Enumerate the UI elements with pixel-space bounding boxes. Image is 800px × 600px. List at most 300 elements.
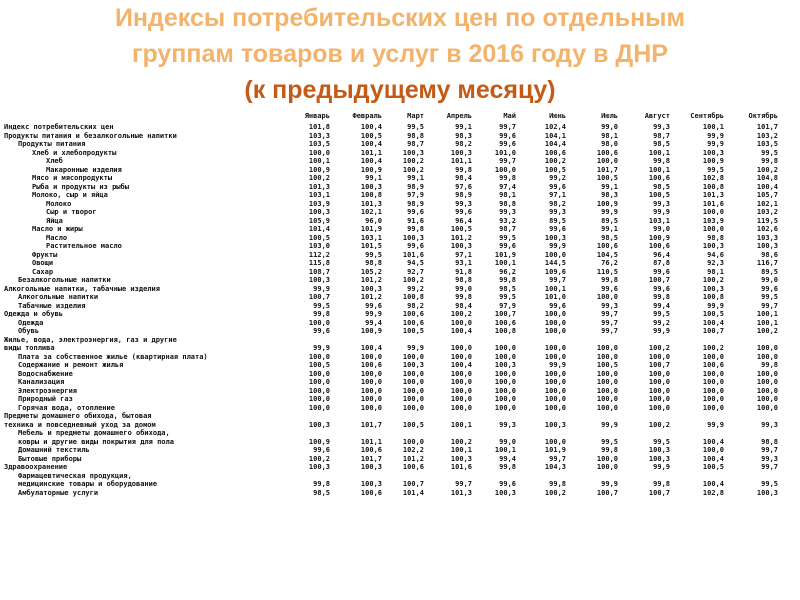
index-value: 99,9 <box>653 208 670 216</box>
index-value: 100,0 <box>544 327 566 335</box>
index-value: 99,3 <box>455 199 472 208</box>
table-row <box>4 463 778 472</box>
column-header: Август <box>644 112 670 120</box>
row-label: ковры и другие виды покрытия для пола <box>18 437 174 446</box>
index-value: 99,4 <box>499 454 516 463</box>
index-value: 99,2 <box>653 318 670 327</box>
index-value: 97,9 <box>499 301 516 310</box>
row-label: виды топлива <box>4 344 55 352</box>
row-label: Одежда и обувь <box>4 310 64 318</box>
index-value <box>424 429 472 438</box>
index-value <box>330 336 382 345</box>
index-value: 102,1 <box>756 199 778 208</box>
index-value: 102,8 <box>702 174 724 182</box>
index-value: 100,3 <box>360 480 382 488</box>
index-value <box>284 412 330 421</box>
index-value: 99,0 <box>653 225 670 233</box>
index-value: 94,6 <box>707 250 724 259</box>
index-value: 101,6 <box>702 199 724 208</box>
index-value: 100,6 <box>702 361 724 369</box>
index-value: 99,3 <box>761 454 778 463</box>
index-value: 100,0 <box>702 208 724 216</box>
index-value: 100,0 <box>596 454 618 463</box>
row-label: Растительное масло <box>46 242 122 250</box>
index-value: 100,0 <box>450 395 472 403</box>
index-value: 99,8 <box>407 225 424 233</box>
index-value: 103,2 <box>756 208 778 216</box>
index-value: 100,0 <box>702 352 724 361</box>
index-value: 101,1 <box>450 157 472 165</box>
index-value: 100,0 <box>756 403 778 412</box>
index-value: 100,0 <box>648 386 670 395</box>
row-label: Молоко <box>46 199 72 208</box>
index-value: 100,5 <box>544 165 566 174</box>
row-label: Индекс потребительских цен <box>4 123 114 131</box>
index-value: 116,7 <box>756 259 778 267</box>
index-value: 99,8 <box>761 157 778 165</box>
index-value: 99,8 <box>761 361 778 369</box>
row-label: Алкогольные напитки <box>18 293 99 301</box>
index-value: 99,1 <box>601 225 618 233</box>
index-value: 100,2 <box>702 276 724 284</box>
table-row <box>4 132 778 141</box>
index-value: 100,3 <box>450 148 472 157</box>
index-value: 100,0 <box>450 344 472 352</box>
index-value: 99,9 <box>407 344 424 352</box>
index-value: 100,0 <box>756 386 778 395</box>
index-value: 102,1 <box>360 208 382 216</box>
index-value: 100,6 <box>494 318 516 327</box>
index-value: 93,2 <box>499 216 516 225</box>
index-value: 108,7 <box>308 267 330 276</box>
table-row <box>4 353 778 362</box>
index-value: 104,4 <box>544 140 566 148</box>
index-value: 100,0 <box>494 369 516 378</box>
index-value: 97,4 <box>499 182 516 191</box>
index-value: 99,8 <box>499 276 516 284</box>
index-value: 99,6 <box>499 480 516 488</box>
index-value: 100,9 <box>702 157 724 165</box>
index-value: 100,0 <box>596 369 618 378</box>
index-value <box>424 336 472 345</box>
index-value: 97,9 <box>407 191 424 199</box>
index-value: 100,4 <box>360 157 382 165</box>
index-value: 100,0 <box>494 403 516 412</box>
index-value: 100,9 <box>596 199 618 208</box>
index-value: 100,8 <box>702 182 724 191</box>
index-value: 100,0 <box>596 378 618 386</box>
index-value: 100,3 <box>648 446 670 454</box>
index-value: 100,1 <box>494 259 516 267</box>
table-row <box>4 480 778 489</box>
index-value: 100,4 <box>450 361 472 369</box>
table-row <box>4 387 778 396</box>
index-value <box>516 429 566 438</box>
index-value: 101,8 <box>308 123 330 131</box>
index-value: 100,8 <box>360 191 382 199</box>
index-value: 100,0 <box>308 148 330 157</box>
index-value: 99,1 <box>455 123 472 131</box>
index-value: 100,0 <box>756 369 778 378</box>
title-line-3: (к предыдущему месяцу) <box>244 76 556 104</box>
index-value: 99,9 <box>549 242 566 250</box>
index-value: 98,9 <box>407 199 424 208</box>
index-value: 100,3 <box>494 488 516 497</box>
index-value: 99,8 <box>499 174 516 182</box>
index-value: 101,2 <box>360 293 382 301</box>
column-header: Февраль <box>352 112 382 120</box>
row-label: Табачные изделия <box>18 301 86 310</box>
index-value: 100,3 <box>308 420 330 429</box>
index-value: 100,6 <box>648 242 670 250</box>
index-value: 100,4 <box>702 480 724 488</box>
index-value: 100,2 <box>402 157 424 165</box>
row-label: Плата за собственное жилье (квартирная плата) <box>18 352 208 361</box>
index-value: 92,7 <box>407 267 424 276</box>
column-header: Октябрь <box>748 112 778 120</box>
table-row <box>4 183 778 192</box>
index-value: 99,9 <box>707 140 724 148</box>
index-value: 100,0 <box>360 386 382 395</box>
index-value: 99,8 <box>653 480 670 488</box>
index-value: 100,3 <box>756 488 778 497</box>
index-value: 101,1 <box>360 437 382 446</box>
index-value: 100,0 <box>308 403 330 412</box>
index-value: 100,9 <box>648 233 670 242</box>
index-value: 100,5 <box>702 310 724 318</box>
table-row <box>4 455 778 464</box>
table-row <box>4 370 778 379</box>
index-value: 99,5 <box>653 310 670 318</box>
index-value: 100,0 <box>544 386 566 395</box>
index-value: 99,3 <box>549 208 566 216</box>
table-row <box>4 319 778 328</box>
row-label: Амбулаторные услуги <box>18 488 99 497</box>
index-value: 76,2 <box>601 259 618 267</box>
index-value: 100,3 <box>360 463 382 471</box>
index-value: 100,0 <box>544 352 566 361</box>
header-blank <box>4 109 284 123</box>
index-value: 91,6 <box>407 216 424 225</box>
index-value: 99,9 <box>653 327 670 335</box>
table-row <box>4 140 778 149</box>
index-value: 100,5 <box>402 420 424 429</box>
index-value: 100,0 <box>402 403 424 412</box>
index-value: 100,0 <box>648 352 670 361</box>
index-value: 100,0 <box>308 395 330 403</box>
index-value: 99,6 <box>365 301 382 310</box>
row-label: Продукты питания и безалкогольные напитки <box>4 131 177 140</box>
index-value: 99,6 <box>761 284 778 293</box>
index-value: 99,0 <box>455 284 472 293</box>
index-value: 100,0 <box>544 437 566 446</box>
index-value: 99,5 <box>407 123 424 131</box>
index-value: 105,2 <box>360 267 382 276</box>
index-value: 99,7 <box>549 454 566 463</box>
table-row <box>4 378 778 387</box>
row-label: Фрукты <box>32 250 58 259</box>
index-value: 100,0 <box>544 344 566 352</box>
index-value: 99,6 <box>499 140 516 148</box>
index-value: 99,4 <box>653 301 670 310</box>
index-value: 100,6 <box>402 463 424 471</box>
index-value: 99,6 <box>313 327 330 335</box>
index-value: 99,7 <box>601 318 618 327</box>
index-value: 98,0 <box>601 140 618 148</box>
index-value: 98,9 <box>407 182 424 191</box>
index-value: 99,6 <box>549 182 566 191</box>
table-header <box>4 109 778 123</box>
index-value <box>670 336 724 345</box>
index-value: 98,2 <box>407 301 424 310</box>
index-value: 103,1 <box>360 233 382 242</box>
index-value: 98,5 <box>653 140 670 148</box>
index-value: 100,8 <box>402 293 424 301</box>
index-value <box>330 429 382 438</box>
index-value: 100,3 <box>308 208 330 216</box>
index-value <box>382 336 424 345</box>
index-value: 100,0 <box>494 395 516 403</box>
index-value: 98,2 <box>455 140 472 148</box>
index-value <box>284 429 330 438</box>
index-value <box>670 412 724 421</box>
index-value: 99,3 <box>499 420 516 429</box>
index-value: 99,5 <box>601 437 618 446</box>
index-value: 99,7 <box>455 480 472 488</box>
index-value <box>724 336 778 345</box>
index-value: 99,8 <box>455 293 472 301</box>
index-value: 103,2 <box>756 131 778 140</box>
index-value: 100,1 <box>756 318 778 327</box>
index-value: 100,3 <box>450 242 472 250</box>
index-value: 103,5 <box>756 140 778 148</box>
index-value: 100,9 <box>360 327 382 335</box>
index-value: 98,7 <box>407 140 424 148</box>
index-value: 100,3 <box>450 454 472 463</box>
index-value: 119,5 <box>756 216 778 225</box>
index-value: 100,7 <box>702 327 724 335</box>
index-value: 96,0 <box>365 216 382 225</box>
index-value: 112,2 <box>308 250 330 259</box>
index-value: 100,0 <box>308 318 330 327</box>
index-value: 100,3 <box>360 182 382 191</box>
index-value: 99,6 <box>549 225 566 233</box>
row-label: Сахар <box>32 267 54 276</box>
index-value: 100,1 <box>756 310 778 318</box>
index-value: 100,2 <box>450 310 472 318</box>
index-value: 100,5 <box>308 233 330 242</box>
index-value: 100,0 <box>702 395 724 403</box>
table-row <box>4 276 778 285</box>
index-value: 99,7 <box>601 327 618 335</box>
row-label: Жилье, вода, электроэнергия, газ и другие <box>4 335 177 344</box>
index-value: 99,6 <box>653 284 670 293</box>
index-value: 100,0 <box>756 344 778 352</box>
index-value: 100,0 <box>494 165 516 174</box>
index-value: 100,0 <box>756 395 778 403</box>
index-value: 101,2 <box>402 454 424 463</box>
index-value <box>566 472 618 481</box>
index-value: 103,1 <box>648 216 670 225</box>
index-value: 100,9 <box>308 437 330 446</box>
index-value: 101,5 <box>360 242 382 250</box>
index-value: 100,5 <box>596 361 618 369</box>
index-value: 100,8 <box>702 293 724 301</box>
index-value: 99,8 <box>549 480 566 488</box>
index-value: 100,0 <box>450 369 472 378</box>
index-value: 100,0 <box>308 386 330 395</box>
index-value: 100,5 <box>450 225 472 233</box>
index-value: 98,2 <box>549 199 566 208</box>
index-value: 98,7 <box>653 131 670 140</box>
index-value: 100,4 <box>360 344 382 352</box>
index-value: 100,6 <box>596 148 618 157</box>
index-value: 99,1 <box>601 182 618 191</box>
index-value: 100,0 <box>544 378 566 386</box>
index-value: 103,9 <box>702 216 724 225</box>
index-value: 99,9 <box>601 208 618 216</box>
row-label: Овощи <box>32 259 54 267</box>
table-row <box>4 395 778 404</box>
index-value: 99,9 <box>707 420 724 429</box>
index-value: 99,6 <box>407 208 424 216</box>
index-value: 101,0 <box>494 148 516 157</box>
table-row <box>4 310 778 319</box>
index-value: 101,9 <box>544 446 566 454</box>
column-header: Июль <box>601 112 618 120</box>
index-value: 99,8 <box>653 157 670 165</box>
row-label: Содержание и ремонт жилья <box>18 361 124 369</box>
index-value: 101,3 <box>308 182 330 191</box>
table-row <box>4 446 778 455</box>
price-index-table <box>4 109 778 497</box>
index-value: 100,2 <box>756 165 778 174</box>
table-row <box>4 225 778 234</box>
index-value: 100,6 <box>402 318 424 327</box>
index-value: 98,8 <box>455 276 472 284</box>
index-value: 100,0 <box>702 225 724 233</box>
index-value: 100,0 <box>648 403 670 412</box>
table-row <box>4 123 778 132</box>
row-label: Бытовые приборы <box>18 454 82 463</box>
index-value: 99,7 <box>761 301 778 310</box>
index-value: 100,0 <box>544 250 566 259</box>
index-value: 100,0 <box>402 395 424 403</box>
index-value: 100,0 <box>544 369 566 378</box>
index-value: 100,1 <box>450 446 472 454</box>
index-value: 99,9 <box>653 463 670 471</box>
index-value <box>566 336 618 345</box>
row-label: Домашний текстиль <box>18 446 90 454</box>
table-row <box>4 268 778 277</box>
index-value: 98,5 <box>499 284 516 293</box>
index-value: 100,7 <box>308 293 330 301</box>
index-value: 99,3 <box>653 123 670 131</box>
index-value: 100,0 <box>360 403 382 412</box>
index-value <box>424 472 472 481</box>
table-row <box>4 336 778 345</box>
column-header: Июнь <box>549 112 566 120</box>
index-value <box>566 412 618 421</box>
row-label: Обувь <box>18 327 40 335</box>
index-value: 100,1 <box>648 148 670 157</box>
index-value: 100,3 <box>402 233 424 242</box>
index-value: 101,4 <box>308 225 330 233</box>
index-value: 87,8 <box>653 259 670 267</box>
index-value: 98,5 <box>601 233 618 242</box>
index-value: 100,4 <box>756 182 778 191</box>
row-label: Сыр и творог <box>46 208 97 216</box>
index-value: 100,6 <box>360 361 382 369</box>
index-value: 100,0 <box>544 403 566 412</box>
index-value: 100,3 <box>544 233 566 242</box>
index-value: 101,3 <box>450 488 472 497</box>
index-value: 98,3 <box>601 191 618 199</box>
index-value: 100,0 <box>702 403 724 412</box>
index-value: 100,2 <box>450 437 472 446</box>
index-value: 100,1 <box>450 420 472 429</box>
index-value: 100,5 <box>596 174 618 182</box>
index-value: 100,0 <box>402 386 424 395</box>
index-value: 100,3 <box>702 148 724 157</box>
index-value: 100,9 <box>308 165 330 174</box>
index-value: 103,9 <box>308 199 330 208</box>
index-value: 99,3 <box>761 420 778 429</box>
index-value: 100,0 <box>450 352 472 361</box>
index-value: 100,7 <box>648 276 670 284</box>
index-value <box>618 472 670 481</box>
index-value: 101,4 <box>402 488 424 497</box>
row-label: Рыба и продукты из рыбы <box>32 182 129 191</box>
index-value: 89,5 <box>601 216 618 225</box>
index-value: 100,3 <box>402 361 424 369</box>
index-value: 100,4 <box>450 327 472 335</box>
index-value: 100,2 <box>402 165 424 174</box>
index-value: 99,0 <box>761 276 778 284</box>
index-value: 100,2 <box>544 157 566 165</box>
row-label: Водоснабжение <box>18 369 73 378</box>
table-row <box>4 234 778 243</box>
index-value: 98,1 <box>707 267 724 276</box>
table-row <box>4 489 778 498</box>
table-row <box>4 344 778 353</box>
index-value: 99,8 <box>313 480 330 488</box>
index-value: 100,0 <box>450 386 472 395</box>
index-value: 100,3 <box>402 148 424 157</box>
row-label: Хлеб <box>46 157 63 165</box>
table-row <box>4 327 778 336</box>
table-row <box>4 429 778 438</box>
index-value: 99,0 <box>601 123 618 131</box>
index-value: 100,5 <box>360 131 382 140</box>
row-label: Одежда <box>18 318 44 327</box>
table-row <box>4 157 778 166</box>
index-value: 98,8 <box>499 199 516 208</box>
index-value: 97,1 <box>455 250 472 259</box>
index-value: 101,9 <box>360 225 382 233</box>
index-value: 100,0 <box>402 352 424 361</box>
row-label: Хлеб и хлебопродукты <box>32 148 117 157</box>
index-value: 96,4 <box>653 250 670 259</box>
column-header: Май <box>503 112 516 120</box>
index-value: 102,8 <box>702 488 724 497</box>
index-value: 100,7 <box>402 480 424 488</box>
index-value: 100,0 <box>402 369 424 378</box>
index-value: 98,8 <box>365 259 382 267</box>
table-row <box>4 174 778 183</box>
index-value: 99,9 <box>707 301 724 310</box>
index-value: 99,5 <box>499 233 516 242</box>
